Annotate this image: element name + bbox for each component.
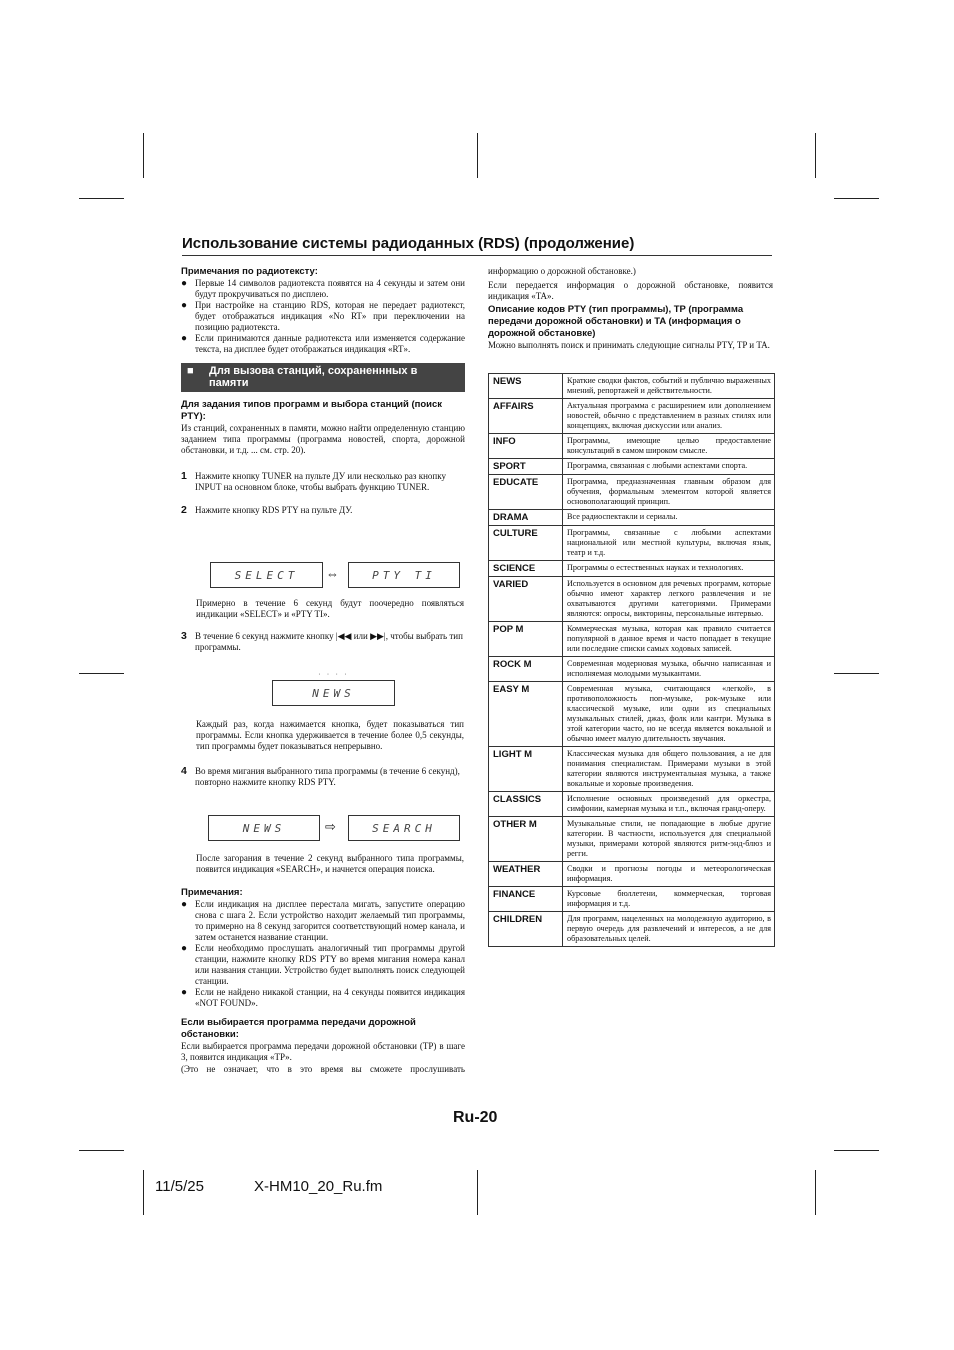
table-row [489, 747, 775, 792]
pty-code: VARIED [489, 577, 563, 622]
table-row [489, 510, 775, 526]
list-item: ● При настройке на станцию RDS, которая не передает радиотекст, будет отображаться индикация «No RT» при переключении на позицию радиотекста. [181, 300, 465, 332]
crop-mark [79, 198, 124, 199]
crop-mark [834, 1150, 879, 1151]
pty-code: SCIENCE [489, 561, 563, 577]
pty-code: INFO [489, 434, 563, 459]
pty-heading: Для задания типов программ и выбора станций (поиск PTY): [181, 399, 443, 422]
list-item: ● Если не найдено никакой станции, на 4 секунды появится индикация «NOT FOUND». [181, 987, 465, 1008]
crop-mark [834, 673, 879, 674]
bullet-icon: ● [181, 899, 188, 910]
pty-description: Программы о естественных науках и технологиях. [563, 561, 775, 577]
pty-description: Используется в основном для речевых программ, которые обычно имеют характер легкого развлечения и не охватываются другими категориями. Примерами являются: опросы, викторины, персональные интервью. [563, 577, 775, 622]
step2-note: Примерно в течение 6 секунд будут поочередно появляться индикации «SELECT» и «PTY TI». [196, 598, 464, 619]
traffic-p1: Если выбирается программа передачи дорожной обстановки (TP) в шаге 3, появится индикация «TP». [181, 1041, 465, 1062]
pty-code: ROCK M [489, 657, 563, 682]
lcd-news: NEWS [208, 815, 320, 841]
table-row [489, 887, 775, 912]
left-column [181, 266, 465, 516]
lcd-select: SELECT [210, 562, 323, 588]
table-row [489, 657, 775, 682]
table-row [489, 459, 775, 475]
pty-description: Курсовые бюллетени, коммерческая, торговая информация и т.д. [563, 887, 775, 912]
pty-description: Сводки и прогнозы погоды и метеорологическая информация. [563, 862, 775, 887]
square-icon: ■ [187, 365, 194, 377]
crop-mark [477, 133, 478, 178]
bullet-icon: ● [181, 278, 188, 289]
traffic-p2: (Это не означает, что в это время вы сможете прослушивать [181, 1064, 465, 1074]
pty-description: Классическая музыка для общего пользования, а не для понимания специалистам. Примерами музыки в этой категории являются инструментальная музыка, а также вокальные и хоровые произведения. [563, 747, 775, 792]
pty-intro: Из станций, сохраненных в памяти, можно найти определенную станцию заданием типа программы (программа новостей, спорта, дорожной обстановки, и т.д. ... см. стр. 20). [181, 423, 465, 455]
footer-date: 11/5/25 [155, 1178, 204, 1195]
pty-code: EDUCATE [489, 475, 563, 510]
step-3: 3 В течение 6 секунд нажмите кнопку |◀◀ или ▶▶|, чтобы выбрать тип программы. [181, 630, 463, 652]
lcd-pty-ti: PTY TI [348, 562, 460, 588]
title-rule [182, 255, 772, 256]
bullet-icon: ● [181, 987, 188, 998]
lcd-search: SEARCH [348, 815, 460, 841]
pty-description: Музыкальные стили, не попадающие в любые другие категории. В частности, используется для специальной музыки, примерами которой являются ритм-энд-блюз и регги. [563, 817, 775, 862]
pty-code: LIGHT M [489, 747, 563, 792]
table-row [489, 577, 775, 622]
crop-mark [815, 133, 816, 178]
table-row [489, 682, 775, 747]
table-row [489, 374, 775, 399]
pty-description: Исполнение основных произведений для оркестра, симфонии, камерная музыка и т.п., включая гранд-оперу. [563, 792, 775, 817]
crop-mark [143, 133, 144, 178]
pty-description: Краткие сводки фактов, событий и публично выраженных мнений, репортажей и действительности. [563, 374, 775, 399]
table-row [489, 792, 775, 817]
cont-p2: Если передается информация о дорожной обстановке, появится индикация «TA». [488, 280, 773, 301]
bullet-icon: ● [181, 300, 188, 311]
arrow-right-icon: ⇨ [325, 819, 336, 834]
rt-notes-heading: Примечания по радиотексту: [181, 266, 318, 277]
double-arrow-icon: ⇔ [326, 566, 339, 581]
step-1: 1 Нажмите кнопку TUNER на пульте ДУ или несколько раз кнопку INPUT на основном блоке, чтобы выбрать функцию TUNER. [181, 470, 446, 492]
lcd-news-blinking: NEWS [272, 680, 395, 706]
table-row [489, 561, 775, 577]
pty-table [488, 373, 775, 947]
table-row [489, 622, 775, 657]
pty-description: Программа, связанная с любыми аспектами спорта. [563, 459, 775, 475]
pty-code: CLASSICS [489, 792, 563, 817]
traffic-heading: Если выбирается программа передачи дорожной обстановки: [181, 1017, 416, 1040]
pty-description: Современная музыка, считающаяся «легкой», в противоположность поп-музыке, рок-музыке или классической музыке, или одни из специальных музыкальных стилей, джаз, фолк или кантри. Музыка в этой категории часто, но не всегда является вокальной и обычно имеет малую длительность звучания. [563, 682, 775, 747]
pty-description: Программы, связанные с любыми аспектами национальной или местной культуры, включая язык, театр и т.д. [563, 526, 775, 561]
crop-mark [79, 673, 124, 674]
pty-code: CHILDREN [489, 912, 563, 947]
crop-mark [143, 1170, 144, 1215]
list-item: ● Если принимаются данные радиотекста или изменяется содержание текста, на дисплее будет отображаться индикация «RT». [181, 333, 465, 354]
table-row [489, 817, 775, 862]
pty-description: Программа, предназначенная главным образом для обучения, формальным элементом которой является основополагающий принцип. [563, 475, 775, 510]
notes-block [181, 887, 465, 1075]
pty-code: WEATHER [489, 862, 563, 887]
pty-code: OTHER M [489, 817, 563, 862]
table-row [489, 862, 775, 887]
step4-note: После загорания в течение 2 секунд выбранного типа программы, появится индикация «SEARCH», и начнется операция поиска. [196, 853, 464, 874]
pty-code: NEWS [489, 374, 563, 399]
step-4-wrap [181, 766, 465, 788]
list-item: ● Если необходимо прослушать аналогичный тип программы другой станции, нажмите кнопку RDS PTY во время мигания номера канал или названия станции. Устройство будет выполнять поиск следующей станции. [181, 943, 465, 986]
pty-code: DRAMA [489, 510, 563, 526]
pty-description: Современная модерновая музыка, обычно написанная и исполняемая молодыми музыкантами. [563, 657, 775, 682]
codes-heading: Описание кодов PTY (тип программы), TP (программа передачи дорожной обстановки) и TA (информация о дорожной обстановке) [488, 304, 744, 339]
pty-code: AFFAIRS [489, 399, 563, 434]
bullet-icon: ● [181, 333, 188, 344]
section-bar: ■ Для вызова станций, сохраненнных в памяти [181, 363, 465, 392]
step-3-wrap [181, 631, 465, 653]
right-column [488, 266, 773, 351]
pty-code: SPORT [489, 459, 563, 475]
crop-mark [79, 1150, 124, 1151]
list-item: ● Если индикация на дисплее перестала мигать, запустите операцию снова с шага 2. Если устройство находит желаемый тип программы, то примерно на 8 секунд загорится соответствующий номер канала, и затем останется название станции. [181, 899, 465, 942]
list-item: ● Первые 14 символов радиотекста появятся на 4 секунды и затем они будут прокручиваться по дисплею. [181, 278, 465, 299]
pty-code: POP M [489, 622, 563, 657]
step-2: 2 Нажмите кнопку RDS PTY на пульте ДУ. [181, 504, 353, 516]
pty-description: Все радиоспектакли и сериалы. [563, 510, 775, 526]
pty-code: EASY M [489, 682, 563, 747]
notes-heading: Примечания: [181, 887, 243, 898]
table-row [489, 526, 775, 561]
table-row [489, 475, 775, 510]
page-number: Ru-20 [453, 1109, 498, 1126]
bullet-icon: ● [181, 943, 188, 954]
pty-description: Актуальная программа с расширением или дополнением новостей, обычно с представлением в разных стилях или концепциях, включая дискуссии или анализ. [563, 399, 775, 434]
pty-description: Для программ, нацеленных на молодежную аудиторию, в первую очередь для развлечений и интересов, а не для образовательных целей. [563, 912, 775, 947]
crop-mark [815, 1170, 816, 1215]
crop-mark [477, 1170, 478, 1215]
table-row [489, 912, 775, 947]
codes-intro: Можно выполнять поиск и принимать следующие сигналы PTY, TP и TA. [488, 340, 770, 350]
crop-mark [834, 198, 879, 199]
pty-description: Программы, имеющие целью предоставление консультаций в самом широком смысле. [563, 434, 775, 459]
step-4: 4 Во время мигания выбранного типа программы (в течение 6 секунд), повторно нажмите кнопку RDS PTY. [181, 765, 460, 787]
pty-code: CULTURE [489, 526, 563, 561]
table-row [489, 399, 775, 434]
pty-description: Коммерческая музыка, которая как правило считается популярной в данное время и часто попадает в текущие или последние списки самых ходовых записей. [563, 622, 775, 657]
step3-note: Каждый раз, когда нажимается кнопка, будет показываться тип программы. Если кнопка удерживается в течение более 0,5 секунды, тип программы будет показываться непрерывно. [196, 719, 464, 751]
cont-p1: информацию о дорожной обстановке.) [488, 266, 636, 276]
page-title: Использование системы радиоданных (RDS) (продолжение) [182, 235, 635, 252]
blink-icon: ˙ ˙ ˙ ˙ [318, 672, 349, 681]
footer-filename: X-HM10_20_Ru.fm [254, 1178, 383, 1195]
pty-code: FINANCE [489, 887, 563, 912]
table-row [489, 434, 775, 459]
